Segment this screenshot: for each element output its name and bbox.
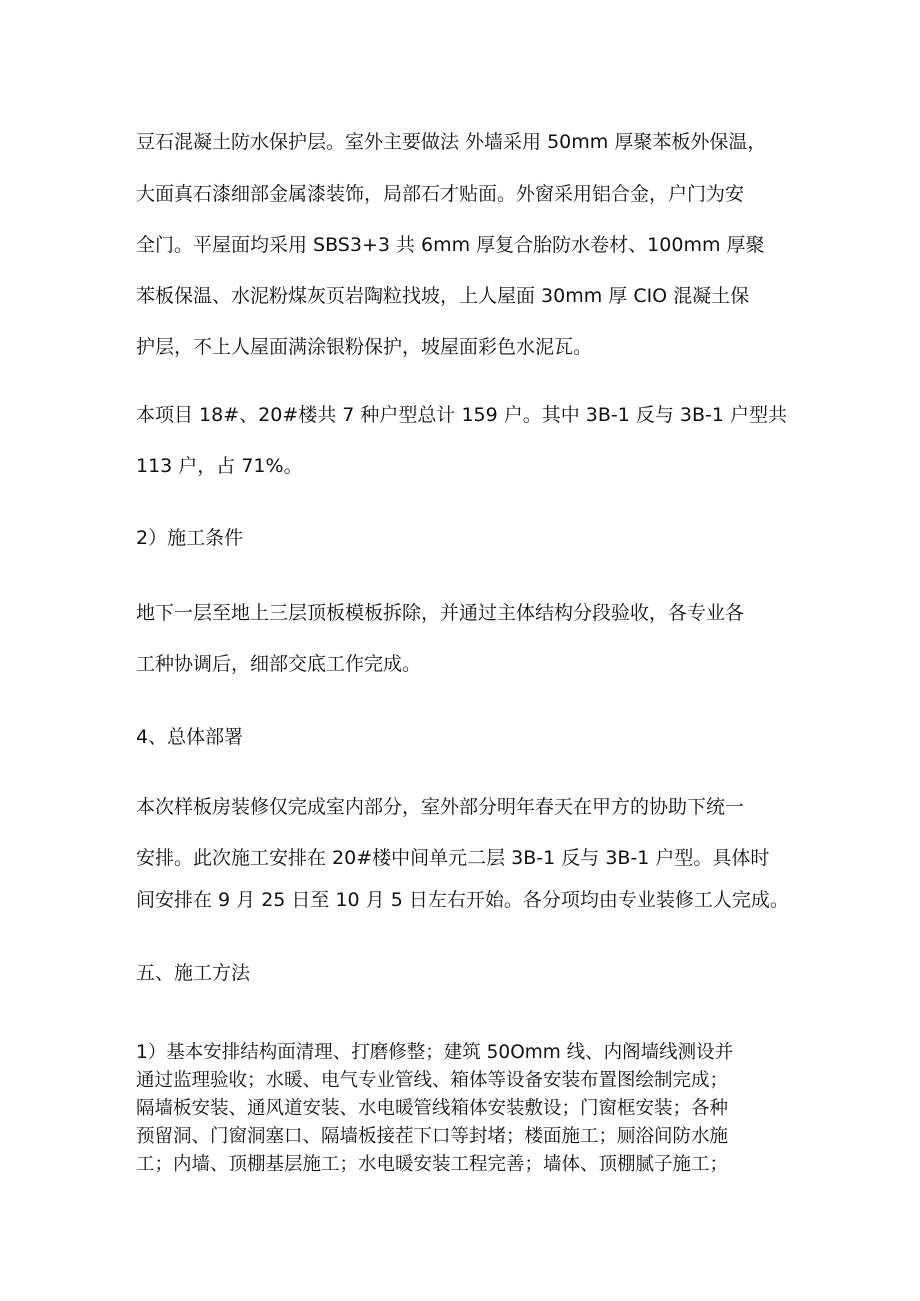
text-line: 全门。平屋面均采用 SBS3+3 共 6mm 厚复合胎防水卷材、100mm 厚聚 bbox=[136, 234, 765, 256]
text-line: 本项目 18#、20#楼共 7 种户型总计 159 户。其中 3B-1 反与 3B-1 户型共 bbox=[136, 404, 788, 426]
text-line: 地下一层至地上三层顶板模板拆除，并通过主体结构分段验收，各专业各 bbox=[136, 602, 745, 624]
text-line: 安排。此次施工安排在 20#楼中间单元二层 3B-1 反与 3B-1 户型。具体时 bbox=[136, 847, 770, 869]
text-line: 苯板保温、水泥粉煤灰页岩陶粒找坡，上人屋面 30mm 厚 CIO 混凝土保 bbox=[136, 285, 750, 307]
text-line: 豆石混凝土防水保护层。室外主要做法 外墙采用 50mm 厚聚苯板外保温， bbox=[136, 131, 767, 153]
text-line: 1）基本安排结构面清理、打磨修整；建筑 50Omm 线、内阁墙线测设并 bbox=[136, 1042, 734, 1063]
section-heading: 2）施工条件 bbox=[136, 527, 244, 549]
text-line: 预留洞、门窗洞塞口、隔墙板接茬下口等封堵；楼面施工；厕浴间防水施 bbox=[136, 1126, 729, 1147]
text-line: 工种协调后，细部交底工作完成。 bbox=[136, 653, 422, 675]
text-line: 隔墙板安装、通风道安装、水电暖管线箱体安装敷设；门窗框安装；各种 bbox=[136, 1098, 729, 1119]
section-heading: 五、施工方法 bbox=[136, 962, 251, 984]
text-line: 间安排在 9 月 25 日至 10 月 5 日左右开始。各分项均由专业装修工人完成。 bbox=[136, 889, 789, 911]
text-line: 本次样板房装修仅完成室内部分，室外部分明年春天在甲方的协助下统一 bbox=[136, 796, 745, 818]
text-line: 大面真石漆细部金属漆装饰，局部石才贴面。外窗采用铝合金，户门为安 bbox=[136, 183, 745, 205]
text-line: 护层，不上人屋面满涂银粉保护，坡屋面彩色水泥瓦。 bbox=[136, 336, 593, 358]
text-line: 通过监理验收；水暖、电气专业管线、箱体等设备安装布置图绘制完成； bbox=[136, 1070, 729, 1091]
text-line: 工；内墙、顶棚基层施工；水电暖安装工程完善；墙体、顶棚腻子施工； bbox=[136, 1154, 729, 1175]
section-heading: 4、总体部署 bbox=[136, 726, 244, 748]
text-line: 113 户，占 71%。 bbox=[136, 455, 303, 477]
